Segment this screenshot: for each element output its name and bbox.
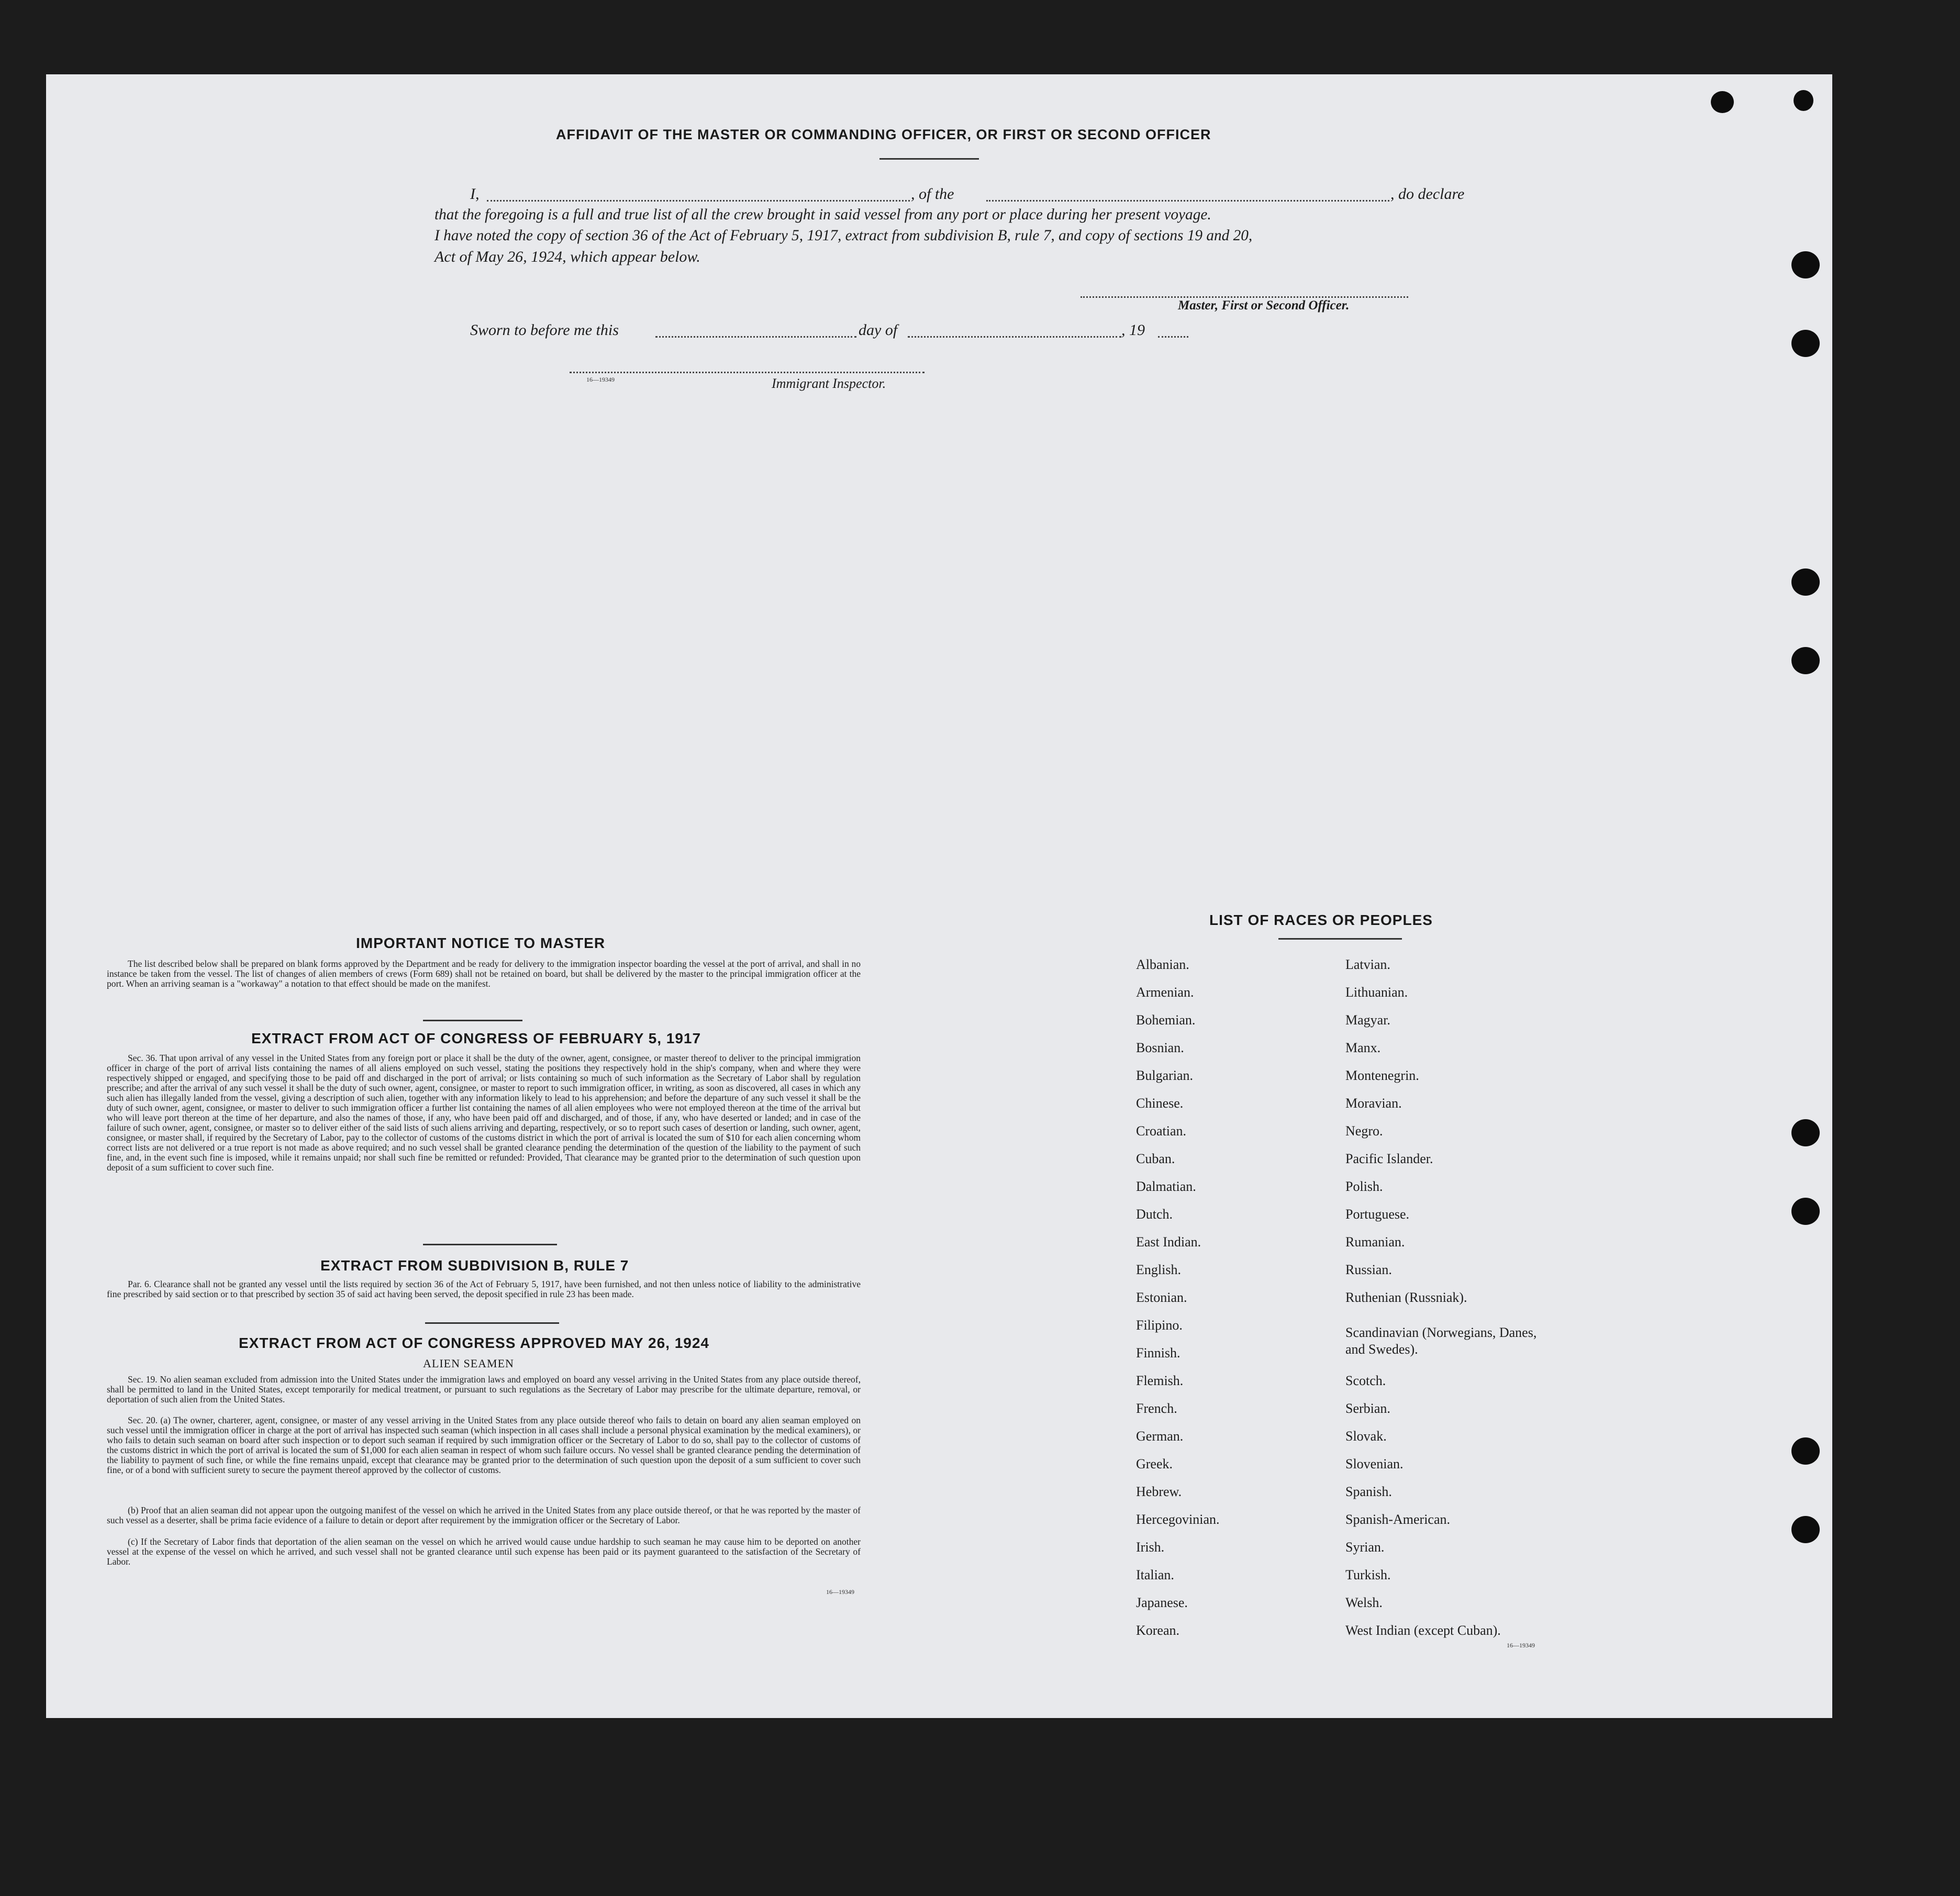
- races-form-number: 16—19349: [1507, 1642, 1535, 1649]
- form-page: [46, 74, 1832, 1718]
- master-signature-label: Master, First or Second Officer.: [1178, 298, 1350, 313]
- race-item: Finnish.: [1136, 1345, 1181, 1360]
- sworn-month-blank[interactable]: [908, 336, 1121, 338]
- sec20b-text: (b) Proof that an alien seaman did not appear upon the outgoing manifest of the vessel on which he arrived in the United States from any place outside thereof, or that he was reported by the master of such vessel as a deserter, shall be prima facie evidence of a failure to detain or deport after requirement by the immigration officer or the Secretary of Labor.: [107, 1505, 861, 1525]
- race-item: Lithuanian.: [1345, 985, 1408, 1000]
- race-item: Montenegrin.: [1345, 1068, 1419, 1083]
- sec20c-text: (c) If the Secretary of Labor finds that deportation of the alien seaman on the vessel on which he arrived would cause undue hardship to such seaman he may cause him to be deported on another vessel at the expense of the vessel on which he arrived, and such vessel shall not be granted clearance until such expense has been paid or its payment guaranteed to the satisfaction of the Secretary of Labor.: [107, 1536, 861, 1567]
- race-item: Dalmatian.: [1136, 1179, 1196, 1194]
- race-item: Turkish.: [1345, 1567, 1391, 1582]
- race-item: Bohemian.: [1136, 1012, 1196, 1028]
- extract-1917-title: EXTRACT FROM ACT OF CONGRESS OF FEBRUARY 5, 1917: [251, 1030, 701, 1046]
- inspector-label: Immigrant Inspector.: [772, 376, 886, 391]
- race-item: Greek.: [1136, 1456, 1173, 1471]
- race-item: Armenian.: [1136, 985, 1194, 1000]
- race-item-scandinavian: Scandinavian (Norwegians, Danes, and Swedes).: [1345, 1325, 1537, 1357]
- race-item: Bulgarian.: [1136, 1068, 1194, 1083]
- punch-hole-1: [1711, 91, 1734, 113]
- race-item: Polish.: [1345, 1179, 1383, 1194]
- affidavit-declare: , do declare: [1390, 185, 1465, 203]
- punch-hole-3: [1791, 251, 1820, 278]
- inspector-signature-blank[interactable]: [570, 372, 925, 373]
- race-item: Rumanian.: [1345, 1234, 1405, 1250]
- notice-text: The list described below shall be prepared on blank forms approved by the Department and be ready for delivery to the immigration inspector boarding the vessel at the port of arrival, and shall in no instance be taken from the vessel. The list of changes of alien members of crews (Form 689) shall not be retained on board, but shall be delivered by the master to the principal immigration officer at the port. When an arriving seaman is a "workaway" a notation to that effect should be made on the manifest.: [107, 958, 861, 989]
- rule7-rule: [425, 1322, 559, 1324]
- race-item: Spanish.: [1345, 1484, 1392, 1499]
- punch-hole-5: [1791, 568, 1820, 596]
- race-item: Japanese.: [1136, 1595, 1188, 1610]
- notice-title: IMPORTANT NOTICE TO MASTER: [356, 935, 606, 951]
- race-item: English.: [1136, 1262, 1181, 1277]
- race-item: West Indian (except Cuban).: [1345, 1623, 1501, 1638]
- race-item: Bosnian.: [1136, 1040, 1184, 1055]
- punch-hole-9: [1791, 1437, 1820, 1465]
- alien-seamen-subtitle: ALIEN SEAMEN: [423, 1357, 514, 1370]
- rule7-text: Par. 6. Clearance shall not be granted any vessel until the lists required by section 36 of the Act of February 5, 1917, have been furnished, and not then unless notice of liability to the administrative fine prescribed by said section or to that prescribed by section 35 of said act having been served, the deposit specified in rule 23 has been made.: [107, 1279, 861, 1299]
- race-item: Chinese.: [1136, 1096, 1184, 1111]
- extract-form-number: 16—19349: [826, 1588, 854, 1596]
- master-signature-blank[interactable]: [1081, 296, 1408, 298]
- extract-1917-text: Sec. 36. That upon arrival of any vessel in the United States from any foreign port or place it shall be the duty of the owner, agent, consignee, or master thereof to deliver to the principal immigration officer in charge of the port of arrival lists containing the names of all aliens employed on such vessel, stating the positions they respectively hold in the ship's company, when and where they were respectively shipped or engaged, and specifying those to be paid off and discharged in the port of arrival; or lists containing so much of such information as the Secretary of Labor shall by regulation prescribe; and after the arrival of any such vessel it shall be the duty of such owner, agent, consignee, or master to report to such immigration officer, in writing, as soon as discovered, all cases in which any such alien has illegally landed from the vessel, giving a description of such alien, together with any information likely to lead to his apprehension; and before the departure of any such vessel it shall be the duty of such owner, agent, consignee, or master to deliver to such immigration officer a further list containing the names of all alien employees who were not employed thereon at the time of the arrival but who will leave port thereon at the time of her departure, and also the names of those, if any, who have been paid off and discharged, and of those, if any, who have deserted or landed; and in case of the failure of such owner, agent, consignee, or master so to deliver either of the said lists of such aliens arriving and departing, respectively, or so to report such cases of desertion or landing, such owner, agent, consignee, or master shall, if required by the Secretary of Labor, pay to the collector of customs of the customs district in which the port of arrival is located the sum of $10 for each alien concerning whom correct lists are not delivered or a true report is not made as above required; and no such vessel shall be granted clearance pending the determination of the question of the liability to the payment of such fine, and, in the event such fine is imposed, while it remains unpaid; nor shall such fine be remitted or refunded: Provided, That clearance may be granted prior to the determination of such question upon deposit of a sum sufficient to cover such fine.: [107, 1053, 861, 1173]
- race-item: Filipino.: [1136, 1318, 1183, 1333]
- race-item: Moravian.: [1345, 1096, 1402, 1111]
- race-item: Korean.: [1136, 1623, 1180, 1638]
- affidavit-i: I,: [470, 185, 480, 203]
- sworn-day-blank[interactable]: [655, 336, 856, 338]
- races-title: LIST OF RACES OR PEOPLES: [1209, 912, 1433, 928]
- race-item: Portuguese.: [1345, 1207, 1410, 1222]
- race-item: Hercegovinian.: [1136, 1512, 1220, 1527]
- affidavit-line4: Act of May 26, 1924, which appear below.: [435, 248, 700, 265]
- extract-1917-rule-top: [423, 1020, 522, 1021]
- race-item: Croatian.: [1136, 1123, 1187, 1139]
- race-item: Serbian.: [1345, 1401, 1390, 1416]
- race-item: Russian.: [1345, 1262, 1392, 1277]
- race-item: Cuban.: [1136, 1151, 1175, 1166]
- sworn-label: Sworn to before me this: [470, 321, 619, 339]
- punch-hole-10: [1791, 1516, 1820, 1543]
- affidavit-of-the: , of the: [911, 185, 954, 203]
- race-item: Spanish-American.: [1345, 1512, 1451, 1527]
- affidavit-form-number: 16—19349: [586, 376, 615, 383]
- race-item: Scotch.: [1345, 1373, 1386, 1388]
- punch-hole-4: [1791, 330, 1820, 357]
- race-item: Latvian.: [1345, 957, 1390, 972]
- race-item: Pacific Islander.: [1345, 1151, 1433, 1166]
- race-item: Syrian.: [1345, 1540, 1385, 1555]
- race-item: Manx.: [1345, 1040, 1381, 1055]
- sec19-text: Sec. 19. No alien seaman excluded from admission into the United States under the immigration laws and employed on board any vessel arriving in the United States from any place outside thereof, shall be permitted to land in the United States, except temporarily for medical treatment, or pursuant to such regulations as the Secretary of Labor may prescribe for the ultimate departure, removal, or deportation of such alien from the United States.: [107, 1374, 861, 1404]
- race-item: Magyar.: [1345, 1012, 1390, 1028]
- race-item: Irish.: [1136, 1540, 1165, 1555]
- race-item: Slovak.: [1345, 1429, 1387, 1444]
- affidavit-title: AFFIDAVIT OF THE MASTER OR COMMANDING OFFICER, OR FIRST OR SECOND OFFICER: [556, 127, 1211, 142]
- race-item: Italian.: [1136, 1567, 1174, 1582]
- race-item: Welsh.: [1345, 1595, 1383, 1610]
- affidavit-line2: that the foregoing is a full and true list of all the crew brought in said vessel from any port or place during her present voyage.: [435, 206, 1211, 223]
- day-of-label: day of: [859, 321, 898, 339]
- name-blank[interactable]: [487, 200, 910, 202]
- race-item: East Indian.: [1136, 1234, 1201, 1250]
- race-item: Albanian.: [1136, 957, 1189, 972]
- race-item: French.: [1136, 1401, 1177, 1416]
- races-title-rule: [1278, 938, 1402, 940]
- race-item: Dutch.: [1136, 1207, 1173, 1222]
- year-label: , 19: [1121, 321, 1145, 339]
- race-item: Flemish.: [1136, 1373, 1184, 1388]
- extract-1924-title: EXTRACT FROM ACT OF CONGRESS APPROVED MAY 26, 1924: [239, 1335, 709, 1351]
- race-item: German.: [1136, 1429, 1184, 1444]
- extract-1917-rule-bottom: [423, 1244, 557, 1245]
- race-item: Hebrew.: [1136, 1484, 1182, 1499]
- punch-hole-2: [1794, 90, 1813, 111]
- sec20a-text: Sec. 20. (a) The owner, charterer, agent, consignee, or master of any vessel arriving in the United States from any place outside thereof who fails to detain on board any alien seaman employed on such vessel until the immigration officer in charge at the port of arrival has inspected such seaman (which inspection in all cases shall include a personal physical examination by the medical examiners), or who fails to detain such seaman on board after such inspection or to deport such seaman if required by such immigration officer or the Secretary of Labor to do so, shall pay to the collector of customs of the customs district in which the port of arrival is located the sum of $1,000 for each alien seaman in respect of whom such failure occurs. No vessel shall be granted clearance pending the determination of the liability to payment of such fine, or while the fine remains unpaid, except that clearance may be granted prior to the determination of such question upon the deposit of a sum sufficient to cover such fine, or of a bond with sufficient surety to secure the payment thereof approved by the collector of customs.: [107, 1415, 861, 1475]
- punch-hole-8: [1791, 1198, 1820, 1225]
- punch-hole-7: [1791, 1119, 1820, 1146]
- race-item: Estonian.: [1136, 1290, 1187, 1305]
- vessel-blank[interactable]: [986, 200, 1389, 202]
- race-item: Ruthenian (Russniak).: [1345, 1290, 1467, 1305]
- affidavit-line3: I have noted the copy of section 36 of the Act of February 5, 1917, extract from subdivision B, rule 7, and copy of sections 19 and 20,: [435, 227, 1253, 244]
- race-item: Negro.: [1345, 1123, 1383, 1139]
- affidavit-title-rule: [879, 158, 979, 160]
- punch-hole-6: [1791, 647, 1820, 674]
- sworn-year-blank[interactable]: [1158, 336, 1188, 338]
- rule7-title: EXTRACT FROM SUBDIVISION B, RULE 7: [320, 1257, 629, 1274]
- race-item: Slovenian.: [1345, 1456, 1404, 1471]
